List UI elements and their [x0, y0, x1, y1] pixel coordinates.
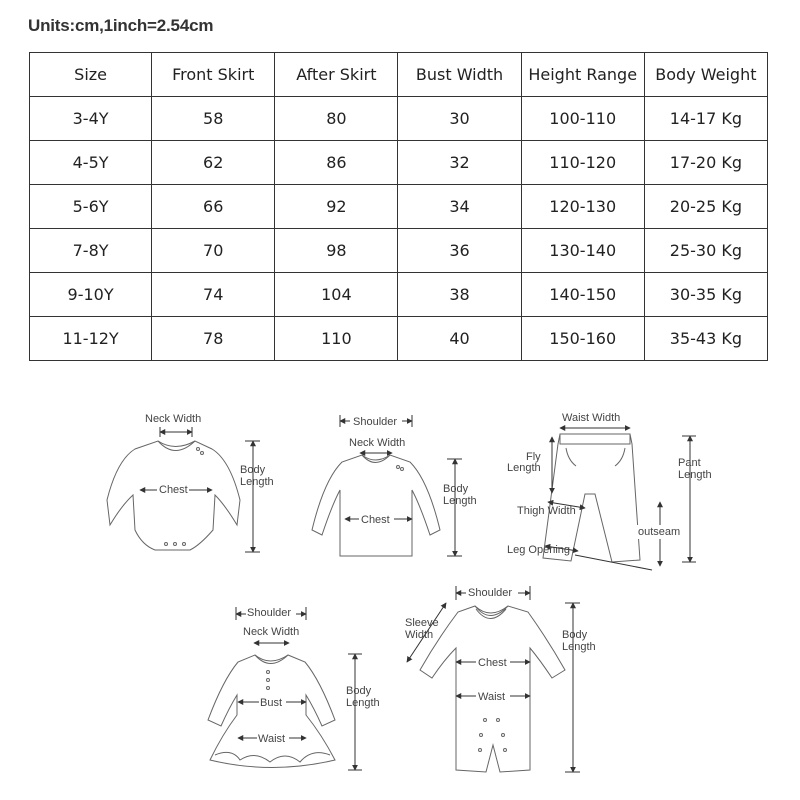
table-cell: 104	[275, 273, 398, 317]
table-cell: 25-30 Kg	[644, 229, 767, 273]
label-outseam: outseam	[638, 526, 681, 538]
label-body-length-2: Length	[346, 697, 380, 709]
pants-outline	[543, 434, 640, 562]
table-cell: 58	[152, 97, 275, 141]
pants-diagram	[507, 411, 712, 570]
table-cell: 140-150	[521, 273, 644, 317]
label-fly-length: Fly	[526, 451, 541, 463]
table-cell: 40	[398, 317, 521, 361]
header-bust-width: Bust Width	[398, 53, 521, 97]
dress-outline	[208, 655, 335, 768]
table-cell: 98	[275, 229, 398, 273]
label-waist: Waist	[478, 691, 506, 703]
table-cell: 150-160	[521, 317, 644, 361]
table-cell: 92	[275, 185, 398, 229]
table-cell: 130-140	[521, 229, 644, 273]
label-shoulder: Shoulder	[247, 607, 292, 619]
dress-diagram	[208, 606, 380, 770]
table-cell: 32	[398, 141, 521, 185]
table-cell: 14-17 Kg	[644, 97, 767, 141]
table-cell: 80	[275, 97, 398, 141]
table-cell: 3-4Y	[30, 97, 152, 141]
label-body-length-2: Length	[562, 641, 596, 653]
label-body-length: Body	[346, 685, 372, 697]
table-cell: 62	[152, 141, 275, 185]
table-cell: 11-12Y	[30, 317, 152, 361]
label-shoulder: Shoulder	[353, 416, 398, 428]
label-pant-length: Pant	[678, 457, 701, 469]
header-body-weight: Body Weight	[644, 53, 767, 97]
label-fly-length-2: Length	[507, 462, 541, 474]
table-cell: 110	[275, 317, 398, 361]
table-cell: 9-10Y	[30, 273, 152, 317]
table-cell: 7-8Y	[30, 229, 152, 273]
label-body-length: Body	[562, 629, 588, 641]
label-body-length: Body	[240, 464, 266, 476]
table-cell: 5-6Y	[30, 185, 152, 229]
table-cell: 34	[398, 185, 521, 229]
label-body-length-2: Length	[240, 476, 274, 488]
table-cell: 35-43 Kg	[644, 317, 767, 361]
header-front-skirt: Front Skirt	[152, 53, 275, 97]
label-body-length: Body	[443, 483, 469, 495]
header-after-skirt: After Skirt	[275, 53, 398, 97]
romper-diagram	[405, 585, 596, 772]
table-cell: 36	[398, 229, 521, 273]
label-bust: Bust	[260, 697, 283, 709]
header-height-range: Height Range	[521, 53, 644, 97]
table-cell: 110-120	[521, 141, 644, 185]
label-leg-opening: Leg Opening	[507, 544, 570, 556]
table-cell: 78	[152, 317, 275, 361]
sweater-outline	[312, 455, 440, 556]
header-size: Size	[30, 53, 152, 97]
label-waist: Waist	[258, 733, 286, 745]
label-thigh-width: Thigh Width	[517, 505, 576, 517]
label-waist-width: Waist Width	[562, 412, 621, 424]
table-cell: 30-35 Kg	[644, 273, 767, 317]
label-chest: Chest	[159, 484, 188, 496]
bodysuit-diagram	[107, 413, 274, 552]
table-cell: 17-20 Kg	[644, 141, 767, 185]
table-cell: 70	[152, 229, 275, 273]
label-chest: Chest	[361, 514, 390, 526]
table-cell: 86	[275, 141, 398, 185]
table-cell: 66	[152, 185, 275, 229]
table-cell: 4-5Y	[30, 141, 152, 185]
label-body-length-2: Length	[443, 495, 477, 507]
sweater-diagram	[312, 414, 477, 556]
label-shoulder: Shoulder	[468, 587, 513, 599]
table-cell: 120-130	[521, 185, 644, 229]
label-pant-length-2: Length	[678, 469, 712, 481]
table-cell: 20-25 Kg	[644, 185, 767, 229]
label-neck-width: Neck Width	[243, 626, 300, 638]
table-cell: 38	[398, 273, 521, 317]
units-note: Units:cm,1inch=2.54cm	[28, 16, 214, 35]
label-neck-width: Neck Width	[349, 437, 406, 449]
label-sleeve-width-2: Width	[405, 629, 434, 641]
table-cell: 74	[152, 273, 275, 317]
table-cell: 100-110	[521, 97, 644, 141]
label-neck-width: Neck Width	[145, 413, 202, 425]
table-cell: 30	[398, 97, 521, 141]
label-sleeve-width: Sleeve	[405, 617, 439, 629]
label-chest: Chest	[478, 657, 507, 669]
